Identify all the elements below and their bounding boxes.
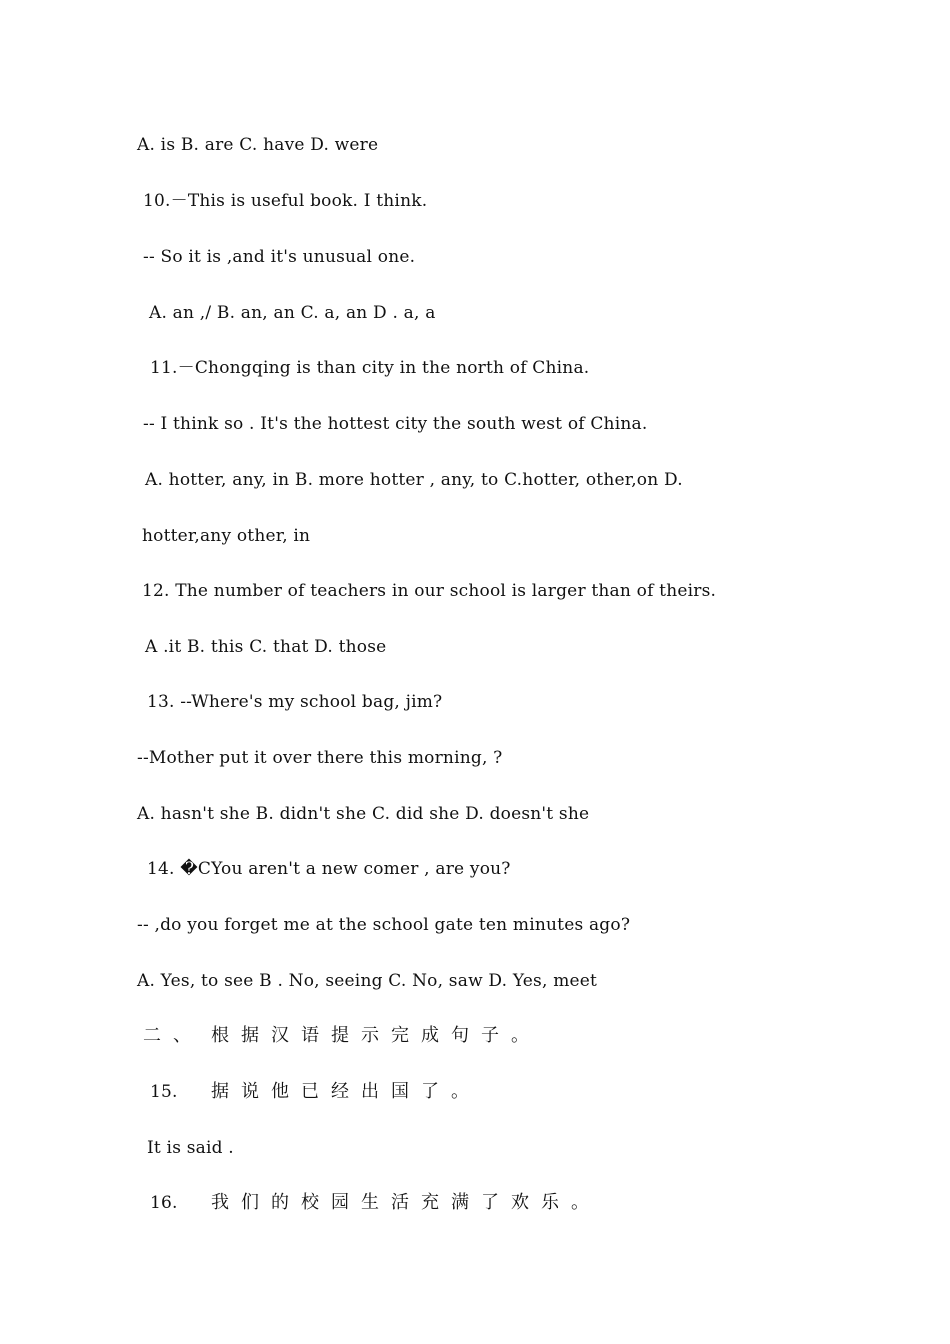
- section-2-title: 根据汉语提示完成句子。: [211, 1025, 541, 1046]
- q14-prompt: 14. �CYou aren't a new comer , are you?: [147, 859, 511, 879]
- q13-response: --Mother put it over there this morning, ?: [137, 748, 503, 768]
- q9-options: A. is B. are C. have D. were: [137, 135, 379, 155]
- q14-response: -- ,do you forget me at the school gate ten minutes ago?: [137, 915, 631, 935]
- q11-response: -- I think so . It's the hottest city the south west of China.: [143, 414, 648, 434]
- q10-response: -- So it is ,and it's unusual one.: [143, 247, 416, 267]
- q11-options-continued: hotter,any other, in: [142, 526, 311, 546]
- q16-number: 16.: [150, 1193, 178, 1213]
- q15-number: 15.: [150, 1082, 178, 1102]
- q12-prompt: 12. The number of teachers in our school is larger than of theirs.: [142, 581, 717, 601]
- q11-prompt: 11.－Chongqing is than city in the north of China.: [150, 358, 590, 378]
- q16-chinese: 我们的校园生活充满了欢乐。: [211, 1192, 601, 1213]
- q12-options: A .it B. this C. that D. those: [145, 637, 387, 657]
- q15-chinese: 据说他已经出国了。: [211, 1081, 481, 1102]
- q10-prompt: 10.－This is useful book. I think.: [143, 191, 428, 211]
- q13-options: A. hasn't she B. didn't she C. did she D. doesn't she: [137, 804, 590, 824]
- q11-options: A. hotter, any, in B. more hotter , any, to C.hotter, other,on D.: [145, 470, 683, 490]
- q14-options: A. Yes, to see B . No, seeing C. No, saw D. Yes, meet: [137, 971, 598, 991]
- q13-prompt: 13. --Where's my school bag, jim?: [147, 692, 443, 712]
- q15-answer-stem: It is said .: [147, 1138, 234, 1158]
- q10-options: A. an ,/ B. an, an C. a, an D . a, a: [149, 303, 436, 323]
- section-2-number: 二、: [143, 1025, 203, 1046]
